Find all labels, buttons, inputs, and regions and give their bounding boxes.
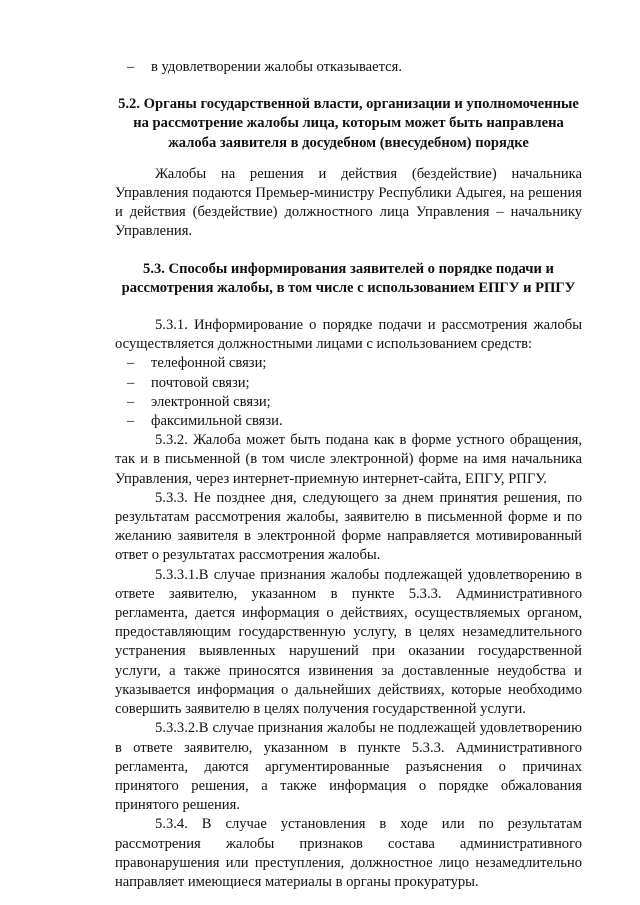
- list-item-text: электронной связи;: [151, 393, 271, 410]
- section-heading-5-3: 5.3. Способы информирования заявителей о порядке подачи и рассмотрения жалобы, в том числе с использованием ЕПГУ и РПГУ: [121, 260, 576, 296]
- list-dash: –: [127, 393, 135, 410]
- list-dash: –: [127, 59, 135, 75]
- paragraph-5-3-3-1: 5.3.3.1.В случае признания жалобы подлежащей удовлетворению в ответе заявителю, указанном в пункте 5.3.3. Административного регламента, дается информация о действиях, осуществляемых органом, предоставляющим государственную услугу, в целях незамедлительного устранения выявленных нарушений при оказании государственной услуги, а также приносятся извинения за доставленные неудобства и указывается информация о дальнейших действиях, которые необходимо совершить заявителю в целях получения государственной услуги.: [115, 566, 582, 718]
- list-item-text: телефонной связи;: [151, 355, 267, 372]
- list-item: [115, 354, 582, 373]
- paragraph-5-3-1: 5.3.1. Информирование о порядке подачи и рассмотрения жалобы осуществляется должностными лицами с использованием средств:: [115, 317, 582, 353]
- list-dash: –: [127, 413, 135, 430]
- list-dash: –: [127, 355, 135, 372]
- list-item: [115, 374, 582, 393]
- paragraph-5-3-3: 5.3.3. Не позднее дня, следующего за днем принятия решения, по результатам рассмотрения жалобы, заявителю в письменной форме и по желанию заявителя в электронной форме направляется мотивированный ответ о результатах рассмотрения жалобы.: [115, 489, 582, 564]
- paragraph-5-3-4: 5.3.4. В случае установления в ходе или по результатам рассмотрения жалобы признаков состава административного правонарушения или преступления, должностное лицо незамедлительно направляет имеющиеся материалы в органы прокуратуры.: [115, 816, 582, 890]
- paragraph-5-3-2: 5.3.2. Жалоба может быть подана как в форме устного обращения, так и в письменной (в том числе электронной) форме на имя начальника Управления, через интернет-приемную интернет-сайта, ЕПГУ, РПГУ.: [115, 432, 582, 487]
- list-item-text: факсимильной связи.: [151, 413, 283, 430]
- list-item: [115, 58, 582, 77]
- paragraph-5-3-3-2: 5.3.3.2.В случае признания жалобы не подлежащей удовлетворению в ответе заявителю, указанном в пункте 5.3.3. Административного регламента, даются аргументированные разъяснения о причинах принятого решения, а также информация о порядке обжалования принятого решения.: [115, 720, 582, 814]
- list-item-text: почтовой связи;: [151, 374, 250, 391]
- list-item: [115, 393, 582, 412]
- list-item-text: в удовлетворении жалобы отказывается.: [151, 59, 403, 75]
- list-dash: –: [127, 374, 135, 391]
- paragraph-5-2: Жалобы на решения и действия (бездействие) начальника Управления подаются Премьер-министру Республики Адыгея, на решения и действия (бездействие) должностного лица Управления – начальнику Управления.: [115, 165, 582, 240]
- list-item: [115, 412, 582, 431]
- section-heading-5-2: 5.2. Органы государственной власти, организации и уполномоченные на рассмотрение жалобы лица, которым может быть направлена жалоба заявителя в досудебном (внесудебном) порядке: [118, 96, 579, 151]
